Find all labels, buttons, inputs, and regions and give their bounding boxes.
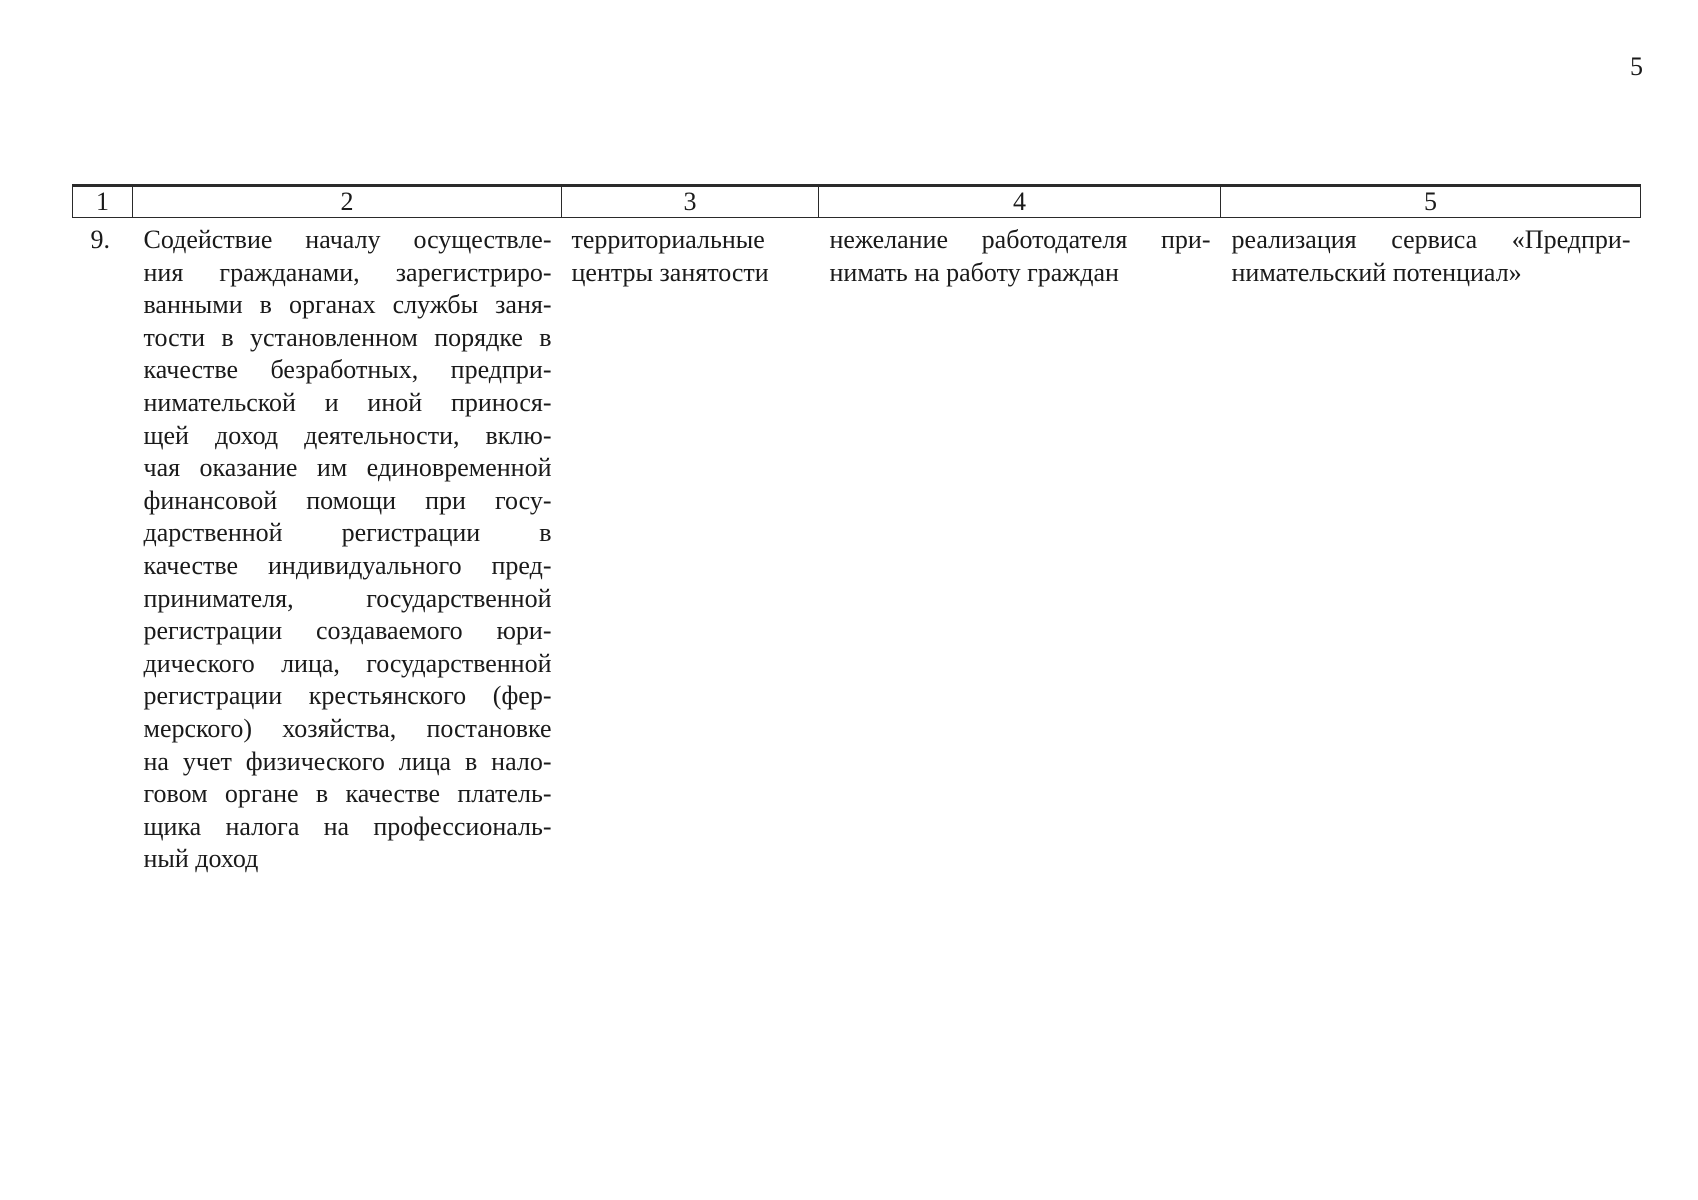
column-header-2: 2: [133, 186, 562, 218]
measure-line: чая оказание им единовременной: [143, 453, 552, 483]
measure-line: щика налога на профессиональ-: [143, 811, 552, 841]
row-number: 9.: [90, 225, 110, 254]
page-number: 5: [1630, 52, 1643, 81]
measure-line: регистрации крестьянского (фер-: [143, 681, 552, 711]
column-header-3: 3: [562, 186, 819, 218]
column-header-4: 4: [819, 186, 1221, 218]
measure-line: качестве индивидуального пред-: [143, 550, 552, 580]
column-header-5: 5: [1221, 186, 1641, 218]
measure-line: тости в установленном порядке в: [143, 322, 552, 352]
measure-line: ный доход: [143, 844, 259, 874]
column-header-1: 1: [73, 186, 133, 218]
measure-cell: [133, 218, 562, 877]
measure-line: качестве безработных, предпри-: [143, 355, 552, 385]
measure-line: мерского) хозяйства, постановке: [143, 713, 552, 743]
measure-line: регистрации создаваемого юри-: [143, 616, 552, 646]
measure-line: Содействие началу осуществле-: [143, 225, 552, 254]
executor-cell: [562, 218, 819, 877]
measure-line: дического лица, государственной: [143, 648, 552, 678]
measure-line: принимателя, государственной: [143, 583, 552, 613]
header-row: [73, 186, 1641, 218]
executor-line: территориальные: [571, 225, 765, 254]
risk-line: нимать на работу граждан: [829, 257, 1119, 287]
table-row: [73, 218, 1641, 877]
measure-line: дарственной регистрации в: [143, 518, 552, 548]
measures-table: [72, 184, 1641, 877]
measure-line: финансовой помощи при госу-: [143, 485, 552, 515]
measure-line: ния гражданами, зарегистриро-: [143, 257, 552, 287]
solution-cell: [1221, 218, 1641, 877]
measure-line: нимательской и иной принося-: [143, 387, 552, 417]
solution-line: нимательский потенциал»: [1231, 257, 1522, 287]
risk-cell: [819, 218, 1221, 877]
risk-line: нежелание работодателя при-: [829, 225, 1211, 254]
executor-line: центры занятости: [571, 257, 769, 287]
measure-line: на учет физического лица в нало-: [143, 746, 552, 776]
measure-line: ванными в органах службы заня-: [143, 290, 552, 320]
measure-line: говом органе в качестве платель-: [143, 779, 552, 809]
solution-line: реализация сервиса «Предпри-: [1231, 225, 1631, 254]
measure-line: щей доход деятельности, вклю-: [143, 420, 552, 450]
